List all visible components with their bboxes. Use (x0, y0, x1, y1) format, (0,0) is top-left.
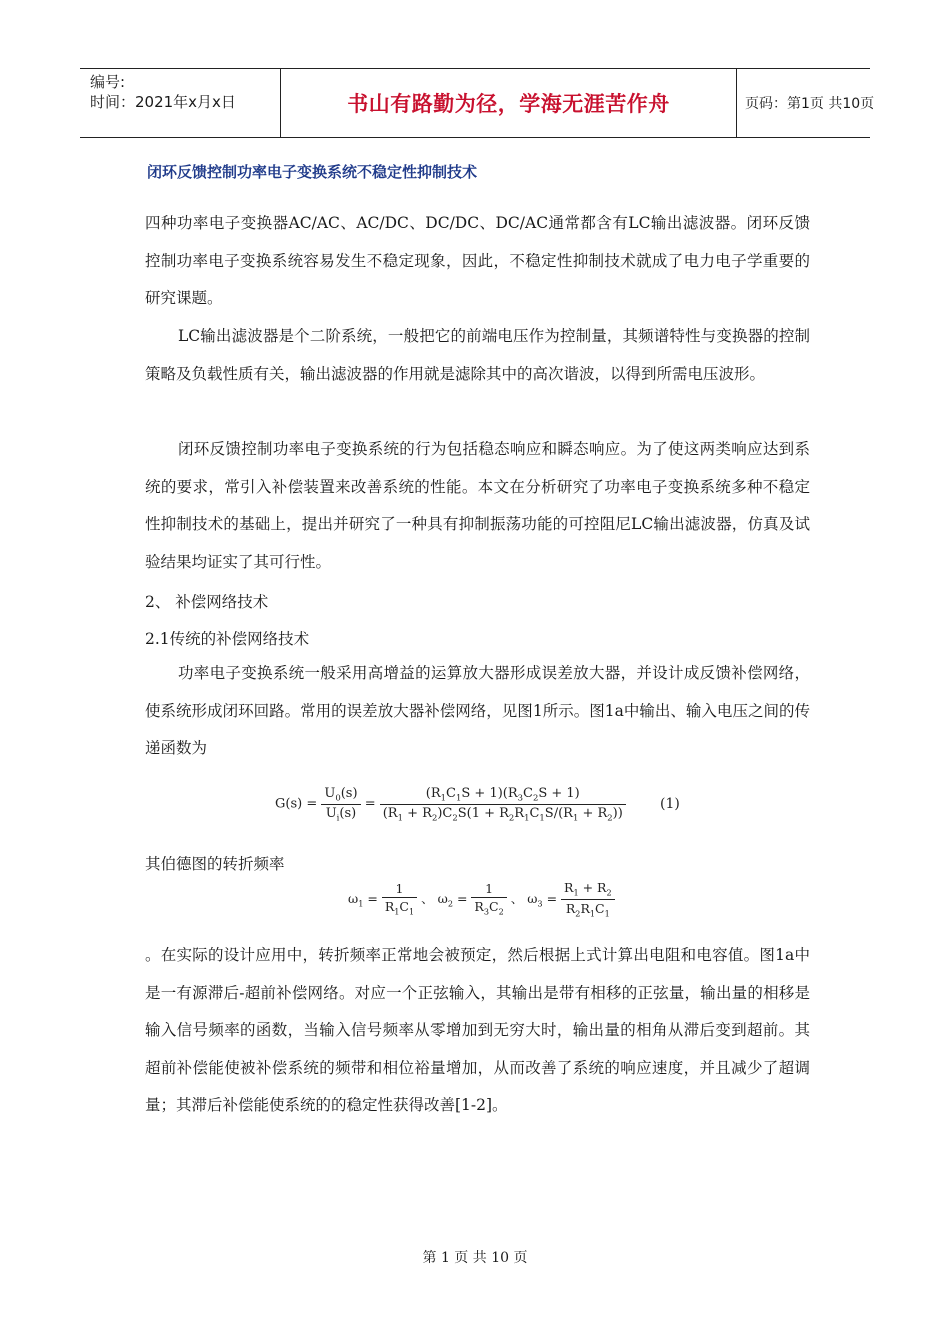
paragraph-6: 。在实际的设计应用中，转折频率正常地会被预定，然后根据上式计算出电阻和电容值。图1a中是一有源滞后-超前补偿网络。对应一个正弦输入，其输出是带有相移的正弦量，输出量的相移是输入信号频率的函数，当输入信号频率从零增加到无穷大时，输出量的相角从滞后变到超前。其超前补偿能使被补偿系统的频带和相位裕量增加，从而改善了系统的响应速度，并且减少了超调量；其滞后补偿能使系统的的稳定性获得改善[1-2]。 (145, 946, 810, 1114)
number-label: 编号: (90, 73, 126, 91)
corner-frequency-equations: $\omega_1$ = $\frac{1}{R_1C_1}$ 、 $\omega_2$ = $\frac{1}{R_3C_2}$ 、 $\omega_3$ = $\frac{R_1 + R_2}{R_2R_1C_1}$ (348, 880, 615, 918)
motto: 书山有路勤为径，学海无涯苦作舟 (347, 92, 670, 116)
paragraph-1: 四种功率电子变换器AC/AC、AC/DC、DC/DC、DC/AC通常都含有LC输出滤波器。闭环反馈控制功率电子变换系统容易发生不稳定现象，因此，不稳定性抑制技术就成了电力电子学重要的研究课题。 (145, 214, 810, 307)
paragraph-5: 其伯德图的转折频率 (145, 855, 285, 873)
paragraph-3: 闭环反馈控制功率电子变换系统的行为包括稳态响应和瞬态响应。为了使这两类响应达到系统的要求，常引入补偿装置来改善系统的性能。本文在分析研究了功率电子变换系统多种不稳定性抑制技术的基础上，提出并研究了一种具有抑制振荡功能的可控阻尼LC输出滤波器，仿真及试验结果均证实了其可行性。 (145, 440, 810, 571)
section-heading-2-1: 2.1传统的补偿网络技术 (145, 630, 310, 648)
transfer-function-equation: G(s) = $\frac{U_0(s)}{U_i(s)}$ = $\frac{(R_1C_1S + 1)(R_3C_2S + 1)}{(R_1 + R_2)C_2S(1 + R_2R_1C_1S/(R_1 + R_2))}$ (275, 786, 626, 822)
header-meta (80, 69, 280, 137)
page-footer: 第 1 页 共 10 页 (422, 1250, 528, 1266)
document-title: 闭环反馈控制功率电子变换系统不稳定性抑制技术 (147, 163, 478, 181)
paragraph-2: LC输出滤波器是个二阶系统，一般把它的前端电压作为控制量，其频谱特性与变换器的控制策略及负载性质有关，输出滤波器的作用就是滤除其中的高次谐波，以得到所需电压波形。 (145, 327, 810, 383)
section-heading-2: 2、 补偿网络技术 (145, 593, 269, 611)
document-header (80, 68, 875, 138)
header-motto-cell (280, 69, 737, 137)
equation-number: (1) (660, 796, 680, 812)
page-info: 页码：第1页 共10页 (745, 96, 875, 112)
paragraph-4: 功率电子变换系统一般采用高增益的运算放大器形成误差放大器，并设计成反馈补偿网络，使系统形成闭环回路。常用的误差放大器补偿网络，见图1所示。图1a中输出、输入电压之间的传递函数为 (145, 664, 810, 757)
time-label: 时间：2021年x月x日 (90, 93, 236, 111)
